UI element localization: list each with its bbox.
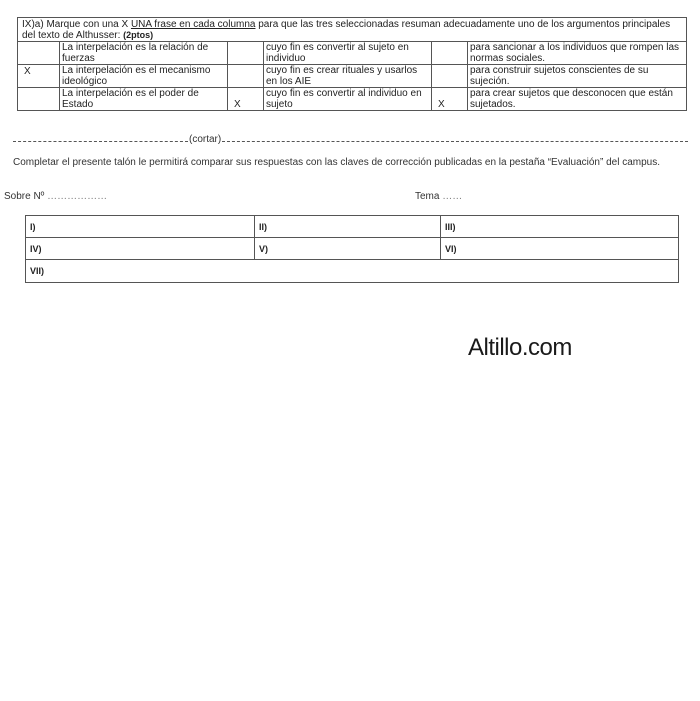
answer-cell[interactable]: II) (255, 216, 441, 238)
mark-cell[interactable] (18, 42, 60, 65)
question-points: (2ptos) (123, 30, 154, 40)
mark-cell[interactable]: X (18, 65, 60, 88)
answer-cell[interactable]: VI) (441, 238, 679, 260)
answer-row (26, 216, 679, 238)
question-text-part1: Marque con una X (43, 19, 131, 30)
mark-cell[interactable] (228, 65, 264, 88)
option-cell: para sancionar a los individuos que rompen las normas sociales. (468, 42, 687, 65)
mark-cell[interactable]: X (228, 88, 264, 111)
option-cell: La interpelación es el poder de Estado (60, 88, 228, 111)
answer-cell[interactable]: VII) (26, 260, 679, 283)
instructions-text: Completar el presente talón le permitirá comparar sus respuestas con las claves de corrección publicadas en la pestaña “Evaluación” del campus. (13, 157, 660, 168)
option-cell: para construir sujetos conscientes de su sujeción. (468, 65, 687, 88)
mark-cell[interactable] (432, 42, 468, 65)
option-cell: La interpelación es la relación de fuerzas (60, 42, 228, 65)
answer-cell[interactable]: III) (441, 216, 679, 238)
option-cell: cuyo fin es crear rituales y usarlos en los AIE (264, 65, 432, 88)
sobre-field[interactable] (4, 191, 107, 202)
mark-cell[interactable] (18, 88, 60, 111)
option-cell: cuyo fin es convertir al individuo en sujeto (264, 88, 432, 111)
answer-table (25, 215, 679, 283)
cut-dashes-left (13, 141, 188, 142)
tema-dots: …… (442, 191, 463, 202)
cut-label: (cortar) (189, 134, 222, 145)
sobre-dots: ……………… (47, 191, 108, 202)
question-header-row (18, 18, 687, 42)
answer-row (26, 260, 679, 283)
option-row (18, 42, 687, 65)
answer-cell[interactable]: V) (255, 238, 441, 260)
tema-field[interactable] (415, 191, 462, 202)
answer-cell[interactable]: I) (26, 216, 255, 238)
watermark-text: Altillo.com (468, 334, 572, 361)
mark-cell[interactable]: X (432, 88, 468, 111)
mark-cell[interactable] (432, 65, 468, 88)
tema-label: Tema (415, 191, 443, 202)
answer-cell[interactable]: IV) (26, 238, 255, 260)
question-text-underlined: UNA frase en cada columna (130, 19, 256, 30)
answer-row (26, 238, 679, 260)
question-table (17, 17, 687, 111)
option-row (18, 65, 687, 88)
question-label: IX)a) (22, 19, 44, 30)
question-title (18, 18, 687, 42)
option-cell: para crear sujetos que desconocen que están sujetados. (468, 88, 687, 111)
sobre-label: Sobre Nº (4, 191, 48, 202)
mark-cell[interactable] (228, 42, 264, 65)
option-cell: La interpelación es el mecanismo ideológico (60, 65, 228, 88)
cut-line (13, 134, 688, 146)
option-cell: cuyo fin es convertir al sujeto en individuo (264, 42, 432, 65)
cut-dashes-right (222, 141, 688, 142)
question-text-part2: para que las tres seleccionadas resuman adecuadamente uno de los argumentos principales del texto de Althusser: (22, 19, 671, 41)
option-row (18, 88, 687, 111)
